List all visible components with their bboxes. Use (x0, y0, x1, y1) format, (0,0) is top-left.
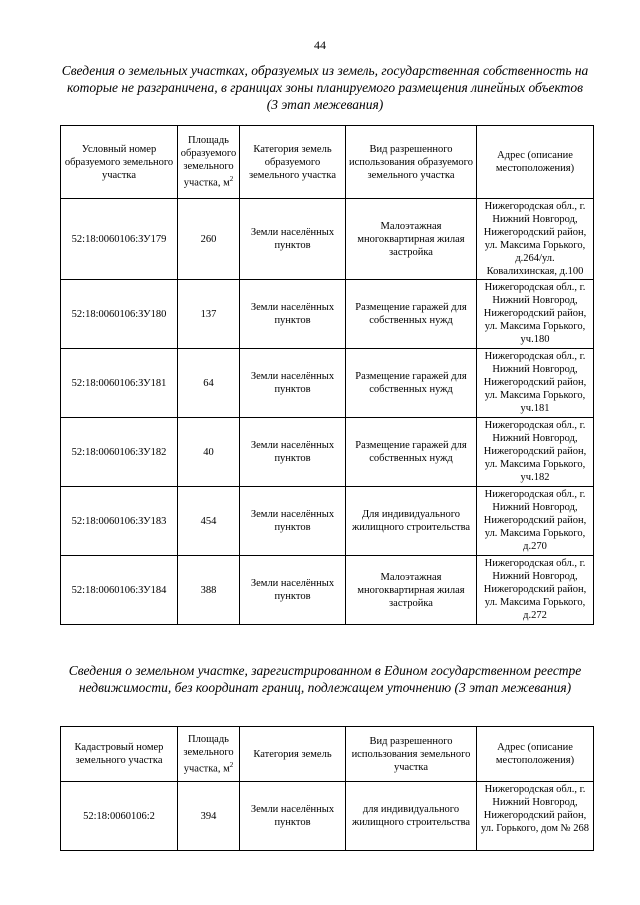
header-address: Адрес (описание местоположения) (477, 126, 594, 199)
header-area (178, 727, 240, 782)
cell-number: 52:18:0060106:2 (61, 782, 178, 851)
header-category: Категория земель образуемого земельного участка (240, 126, 346, 199)
cell-number: 52:18:0060106:ЗУ182 (61, 418, 178, 487)
cell-number: 52:18:0060106:ЗУ181 (61, 349, 178, 418)
cell-area: 64 (178, 349, 240, 418)
header-area-unit-sup: 2 (229, 175, 234, 184)
header-number: Кадастровый номер земельного участка (61, 727, 178, 782)
section2-title: Сведения о земельном участке, зарегистрированном в Едином государственном реестре недвижимости, без координат границ, подлежащем уточнению (3 этап межевания) (68, 663, 582, 695)
table-row (61, 556, 594, 625)
header-area-label: Площадь земельного участка, м (183, 733, 234, 775)
cell-category: Земли населённых пунктов (240, 418, 346, 487)
cell-number: 52:18:0060106:ЗУ184 (61, 556, 178, 625)
table-row (61, 280, 594, 349)
cell-address: Нижегородская обл., г. Нижний Новгород, Нижегородский район, ул. Максима Горького, д.270 (477, 487, 594, 556)
cell-address: Нижегородская обл., г. Нижний Новгород, Нижегородский район, ул. Максима Горького, уч.181 (477, 349, 594, 418)
cell-area: 388 (178, 556, 240, 625)
cell-address: Нижегородская обл., г. Нижний Новгород, Нижегородский район, ул. Максима Горького, уч.182 (477, 418, 594, 487)
header-use: Вид разрешенного использования земельного участка (346, 727, 477, 782)
cell-address: Нижегородская обл., г. Нижний Новгород, Нижегородский район, ул. Горького, дом № 268 (477, 782, 594, 851)
header-area-label: Площадь образуемого земельного участка, м (180, 135, 237, 189)
table-row (61, 487, 594, 556)
cell-category: Земли населённых пунктов (240, 280, 346, 349)
section1-title: Сведения о земельных участках, образуемых из земель, государственная собственность на которые не разграничена, в границах зоны планируемого размещения линейных объектов (3 этап межевания) (61, 63, 589, 112)
table-row (61, 782, 594, 851)
table-row (61, 199, 594, 280)
header-address: Адрес (описание местоположения) (477, 727, 594, 782)
header-area (178, 126, 240, 199)
page-number: 44 (314, 38, 326, 52)
cell-use: Малоэтажная многоквартирная жилая застройка (346, 199, 477, 280)
cell-use: Размещение гаражей для собственных нужд (346, 280, 477, 349)
registered-plot-table (60, 726, 594, 851)
table-header-row (61, 727, 594, 782)
cell-area: 137 (178, 280, 240, 349)
cell-number: 52:18:0060106:ЗУ183 (61, 487, 178, 556)
cell-category: Земли населённых пунктов (240, 349, 346, 418)
cell-category: Земли населённых пунктов (240, 199, 346, 280)
land-plots-table (60, 125, 594, 625)
header-use: Вид разрешенного использования образуемого земельного участка (346, 126, 477, 199)
cell-category: Земли населённых пунктов (240, 487, 346, 556)
cell-number: 52:18:0060106:ЗУ179 (61, 199, 178, 280)
cell-use: Малоэтажная многоквартирная жилая застройка (346, 556, 477, 625)
cell-use: Для индивидуального жилищного строительства (346, 487, 477, 556)
cell-number: 52:18:0060106:ЗУ180 (61, 280, 178, 349)
cell-address: Нижегородская обл., г. Нижний Новгород, Нижегородский район, ул. Максима Горького, д.272 (477, 556, 594, 625)
cell-area: 454 (178, 487, 240, 556)
header-number: Условный номер образуемого земельного участка (61, 126, 178, 199)
cell-category: Земли населённых пунктов (240, 782, 346, 851)
table-row (61, 349, 594, 418)
cell-category: Земли населённых пунктов (240, 556, 346, 625)
cell-area: 260 (178, 199, 240, 280)
header-category: Категория земель (240, 727, 346, 782)
cell-area: 394 (178, 782, 240, 851)
cell-use: для индивидуального жилищного строительства (346, 782, 477, 851)
header-area-unit-sup: 2 (229, 760, 234, 769)
cell-address: Нижегородская обл., г. Нижний Новгород, Нижегородский район, ул. Максима Горького, уч.180 (477, 280, 594, 349)
cell-use: Размещение гаражей для собственных нужд (346, 349, 477, 418)
cell-area: 40 (178, 418, 240, 487)
table-row (61, 418, 594, 487)
cell-address: Нижегородская обл., г. Нижний Новгород, Нижегородский район, ул. Максима Горького, д.264/ул. Ковалихинская, д.100 (477, 199, 594, 280)
cell-use: Размещение гаражей для собственных нужд (346, 418, 477, 487)
table-header-row (61, 126, 594, 199)
